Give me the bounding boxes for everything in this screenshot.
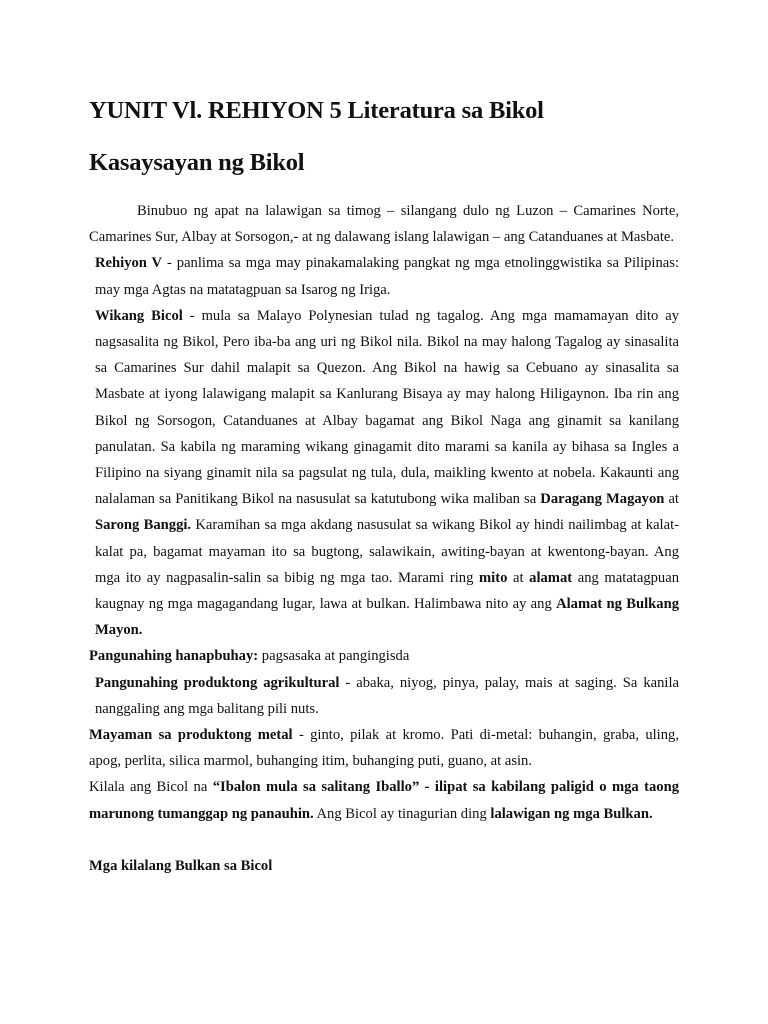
paragraph-agrikultural — [89, 670, 679, 722]
paragraph-text: at — [507, 569, 530, 586]
term-alamat: alamat — [529, 569, 573, 586]
paragraph-text: ang matatagpuan kaugnay ng mga magagandang lugar, lawa at bulkan. Halimbawa nito ay ang — [95, 569, 679, 613]
paragraph-text: pagsasaka at pangingisda — [258, 648, 410, 665]
term-ibalon: “Ibalon mula sa salitang Iballo” - ilipat sa kabilang paligid o mga taong marunong tumanggap ng panauhin. — [89, 779, 679, 822]
term-mito: mito — [479, 569, 508, 586]
paragraph-text: - mula sa Malayo Polynesian tulad ng tagalog. Ang mga mamamayan dito ay nagsasalita ng Bikol, Pero iba-ba ang uri ng Bikol nila. Bikol na may halong Tagalog ay sinasalita sa Camarines Sur dahil malapit sa Quezon. Ang Bikol na hawig sa Cebuano ay sinasalita sa Masbate at iyong lalawigang malapit sa Kanlurang Bisaya ay may halong Hiligaynon. Iba rin ang Bikol ng Sorsogon, Catanduanes at Albay bagamat ang Bikol Naga ang ginamit sa kanilang panulatan. Sa kabila ng maraming wikang ginagamit dito marami sa kanila ay bihasa sa Ingles a Filipino na siyang ginamit nila sa pagsulat ng tula, dula, maikling kwento at nobela. Kakaunti ang nalalaman sa Panitikang Bikol na nasusulat sa katutubong wika maliban sa — [95, 307, 679, 508]
term-wikang-bicol: Wikang Bicol — [95, 307, 183, 324]
paragraph-metal — [89, 722, 679, 774]
paragraph-ibalon — [89, 774, 679, 826]
section-title: Kasaysayan ng Bikol — [89, 149, 305, 176]
section-heading-bulkan: Mga kilalang Bulkan sa Bicol — [89, 857, 273, 874]
paragraph-text: Karamihan sa mga akdang nasusulat sa wikang Bikol ay hindi nailimbag at kalat-kalat pa, bagamat mayaman ito sa bugtong, salawikain, awiting-bayan at kwentong-bayan. Ang mga ito ay nagpasalin-salin sa bibig ng mga tao. Marami ring — [95, 517, 679, 586]
paragraph-text: Kilala ang Bicol na — [89, 779, 213, 796]
paragraph-wika — [89, 303, 679, 644]
term-metal: Mayaman sa produktong metal — [89, 727, 293, 744]
document-body — [89, 198, 679, 827]
paragraph-text: - panlima sa mga may pinakamalaking pangkat ng mga etnolinggwistika sa Pilipinas: may mga Agtas na matatagpuan sa Isarog ng Iriga. — [95, 255, 679, 298]
term-hanapbuhay: Pangunahing hanapbuhay: — [89, 648, 259, 665]
paragraph-text: - abaka, niyog, pinya, palay, mais at saging. Sa kanila nanggaling ang mga balitang pili nuts. — [95, 674, 679, 717]
term-agrikultural: Pangunahing produktong agrikultural — [95, 674, 340, 691]
paragraph-text: Ang Bicol ay tinagurian ding — [313, 805, 491, 822]
paragraph-intro: Binubuo ng apat na lalawigan sa timog – silangang dulo ng Luzon – Camarines Norte, Camarines Sur, Albay at Sorsogon,- at ng dalawang islang lalawigan – ang Catanduanes at Masbate. — [89, 203, 679, 246]
term-alamat-bulkang-mayon: Alamat ng Bulkang Mayon. — [95, 596, 680, 639]
term-daragang-magayon: Daragang Magayon — [540, 491, 665, 508]
term-lalawigan-bulkan: lalawigan ng mga Bulkan. — [490, 805, 653, 822]
term-sarong-banggi: Sarong Banggi. — [95, 517, 192, 534]
document-title: YUNIT Vl. REHIYON 5 Literatura sa Bikol — [89, 97, 544, 124]
term-rehiyon: Rehiyon V — [95, 255, 163, 272]
paragraph-text: at — [664, 491, 679, 508]
paragraph-text: - ginto, pilak at kromo. Pati di-metal: buhangin, graba, uling, apog, perlita, silica marmol, buhanging itim, buhanging puti, guano, at asin. — [89, 727, 679, 770]
paragraph-rehiyon — [89, 250, 679, 302]
paragraph-hanapbuhay — [89, 643, 679, 669]
